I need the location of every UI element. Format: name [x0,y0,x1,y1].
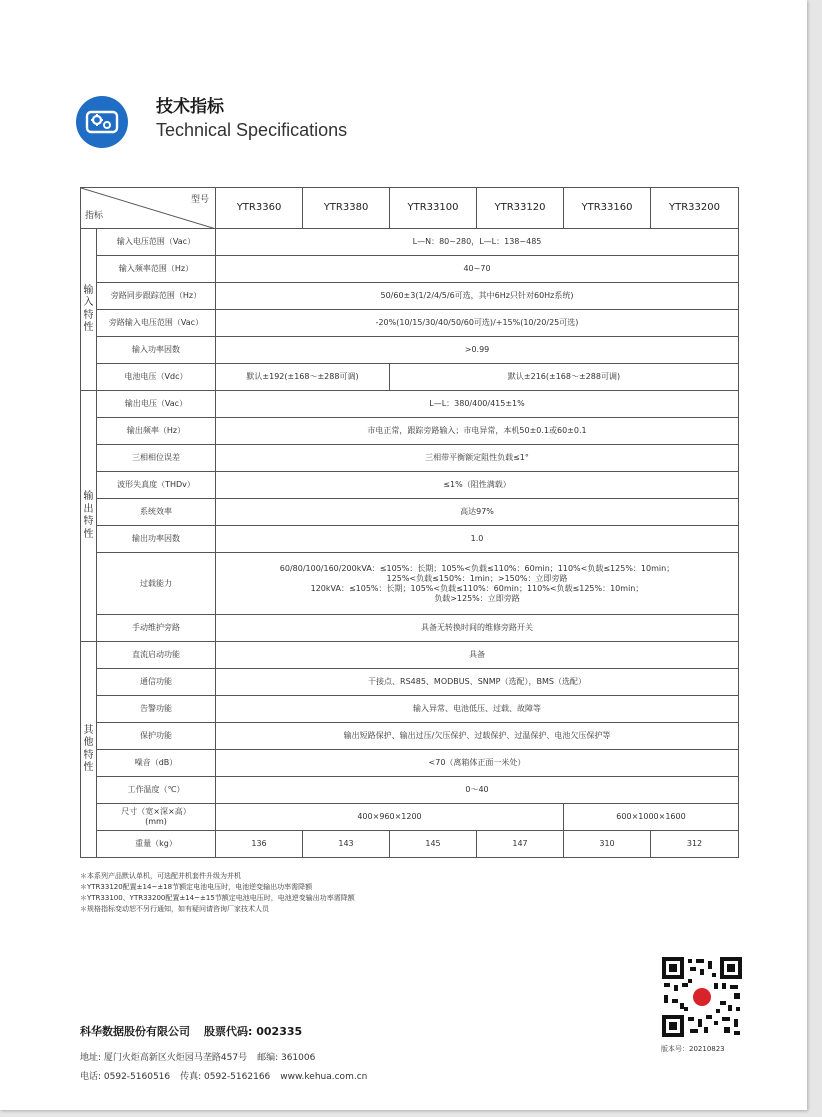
table-row [81,696,739,723]
qr-code-icon [662,957,742,1037]
address: 地址: 厦门火炬高新区火炬园马垄路457号 [80,1053,248,1063]
row-value-overload [216,553,739,615]
section-title-cn: 技术指标 [156,97,224,117]
row-value: 三相带平衡额定阻性负载≤1° [216,445,739,472]
weight-value: 143 [303,831,390,858]
weight-value: 310 [564,831,651,858]
table-row [81,229,739,256]
corner-spec-label: 指标 [85,210,104,221]
row-label: 旁路输入电压范围（Vac） [97,310,216,337]
table-header-row [81,188,739,229]
group-label-other: 其 他 特 性 [81,642,97,858]
row-label: 输出电压（Vac） [97,391,216,418]
table-row [81,526,739,553]
table-row [81,391,739,418]
row-label: 输入频率范围（Hz） [97,256,216,283]
model-header: YTR33120 [477,188,564,229]
row-label: 旁路同步跟踪范围（Hz） [97,283,216,310]
table-row [81,615,739,642]
overload-line: 负载>125%：立即旁路 [434,593,520,603]
table-row [81,499,739,526]
footnote: ＊YTR33120配置±14~±18节额定电池电压时，电池逆变输出功率需降额 [80,883,313,891]
footnotes [80,871,355,915]
row-value: 600×1000×1600 [564,804,739,831]
weight-value: 312 [651,831,739,858]
row-value: 默认±192(±168～±288可调) [216,364,390,391]
row-value: 输出短路保护、输出过压/欠压保护、过载保护、过温保护、电池欠压保护等 [216,723,739,750]
address-line [80,1050,325,1063]
row-value: 400×960×1200 [216,804,564,831]
row-label: 输入电压范围（Vac） [97,229,216,256]
row-label: 系统效率 [97,499,216,526]
row-label: 过载能力 [97,553,216,615]
overload-line: 60/80/100/160/200kVA：≤105%：长期；105%<负载≤110%：60min；110%<负载≤125%：10min； [279,563,675,573]
row-value: 默认±216(±168～±288可调) [390,364,739,391]
row-value: 0～40 [216,777,739,804]
row-label: 通信功能 [97,669,216,696]
row-label: 输出功率因数 [97,526,216,553]
table-corner-cell [81,188,216,229]
postcode: 邮编: 361006 [257,1053,316,1063]
table-row [81,364,739,391]
model-header: YTR33160 [564,188,651,229]
table-row [81,642,739,669]
row-label: 保护功能 [97,723,216,750]
row-value: 50/60±3(1/2/4/5/6可选，其中6Hz只针对60Hz系统) [216,283,739,310]
table-row [81,283,739,310]
row-label: 重量（kg） [97,831,216,858]
spec-table [80,187,739,858]
table-row [81,418,739,445]
row-value: L—L：380/400/415±1% [216,391,739,418]
row-value: 具备无转换时间的维修旁路开关 [216,615,739,642]
table-row [81,750,739,777]
table-row [81,831,739,858]
stock-code: 股票代码: 002335 [204,1025,303,1038]
row-value: 1.0 [216,526,739,553]
specifications-icon [76,96,128,148]
footnote: ＊规格指标变动恕不另行通知，如有疑问请咨询厂家技术人员 [80,905,269,913]
table-row [81,256,739,283]
section-title-en: Technical Specifications [156,120,348,140]
row-value: L—N：80~280，L—L：138~485 [216,229,739,256]
company-name: 科华数据股份有限公司 [80,1025,190,1038]
model-header: YTR33100 [390,188,477,229]
overload-line: 125%<负载≤150%：1min；>150%：立即旁路 [386,573,568,583]
table-row [81,445,739,472]
corner-model-label: 型号 [190,195,209,205]
fax: 传真: 0592-5162166 [180,1072,271,1082]
website: www.kehua.com.cn [280,1072,368,1082]
overload-line: 120kVA：≤105%：长期；105%<负载≤110%：60min；110%<负载≤125%：10min； [310,583,644,593]
table-row [81,804,739,831]
table-row [81,553,739,615]
version-number: 版本号：20210823 [661,1045,725,1053]
table-row [81,777,739,804]
footnote: ＊YTR33100、YTR33200配置±14~±15节额定电池电压时，电池逆变输出功率需降额 [80,894,355,902]
row-label: 告警功能 [97,696,216,723]
table-row [81,669,739,696]
table-row [81,310,739,337]
weight-value: 136 [216,831,303,858]
row-label: 电池电压（Vdc） [97,364,216,391]
row-label: 手动维护旁路 [97,615,216,642]
row-value: 高达97% [216,499,739,526]
weight-value: 147 [477,831,564,858]
row-label: 输入功率因数 [97,337,216,364]
group-label-input: 输 入 特 性 [81,229,97,391]
row-label: 工作温度（℃） [97,777,216,804]
weight-value: 145 [390,831,477,858]
row-label: 噪音（dB） [97,750,216,777]
row-label-size: 尺寸（宽×深×高） (mm) [97,804,216,831]
model-header: YTR3380 [303,188,390,229]
row-value: -20%(10/15/30/40/50/60可选)/+15%(10/20/25可选) [216,310,739,337]
phone: 电话: 0592-5160516 [80,1072,171,1082]
table-row [81,472,739,499]
row-value: 具备 [216,642,739,669]
row-value: 输入异常、电池低压、过载、故障等 [216,696,739,723]
group-label-output: 输 出 特 性 [81,391,97,642]
row-value: <70（离箱体正面一米处） [216,750,739,777]
table-row [81,337,739,364]
row-value: ≤1%（阻性满载） [216,472,739,499]
footnote: ＊本系列产品默认单机，可选配并机套件升级为并机 [80,872,241,880]
row-label: 三相相位误差 [97,445,216,472]
company-line [80,1023,302,1039]
row-label: 输出频率（Hz） [97,418,216,445]
row-value: 市电正常，跟踪旁路输入；市电异常，本机50±0.1或60±0.1 [216,418,739,445]
row-value: 干接点、RS485、MODBUS、SNMP（选配），BMS（选配） [216,669,739,696]
model-header: YTR3360 [216,188,303,229]
contact-line [80,1069,377,1082]
model-header: YTR33200 [651,188,739,229]
row-value: >0.99 [216,337,739,364]
table-row [81,723,739,750]
row-label: 直流启动功能 [97,642,216,669]
row-value: 40~70 [216,256,739,283]
row-label: 波形失真度（THDv） [97,472,216,499]
